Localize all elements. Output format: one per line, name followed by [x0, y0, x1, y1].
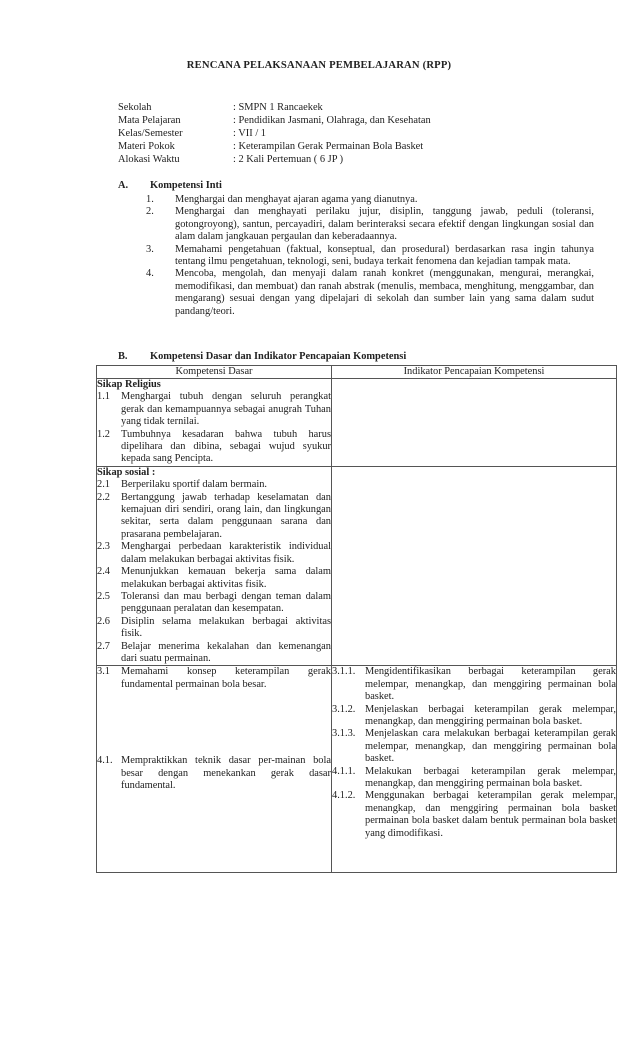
item-text: Mencoba, mengolah, dan menyaji dalam ranah konkret (menggunakan, mengurai, merangkai, memodifikasi, dan membuat) dan ranah abstrak (menulis, membaca, menghitung, menggambar, dan mengarang) sesuai dengan yang dipelajari di sekolah dan sumber lain yang sama dalam sudut pandang/teori. [175, 268, 594, 317]
info-row-class [118, 128, 431, 141]
info-row-topic [118, 141, 431, 154]
section-b-heading [118, 351, 406, 363]
item-number: 2.1 [97, 479, 110, 491]
item-text: Menghargai tubuh dengan seluruh perangkat gerak dan kemampuannya sebagai anugrah Tuhan yang tidak ternilai. [121, 391, 331, 428]
list-item [97, 641, 331, 666]
column-header-kd: Kompetensi Dasar [97, 366, 332, 379]
list-item [146, 194, 594, 206]
item-text: Menunjukkan kemauan bekerja sama dalam melakukan berbagai aktivitas fisik. [121, 566, 331, 590]
item-number: 2.4 [97, 566, 110, 578]
indicator-cell-empty [332, 379, 617, 467]
kd-cell-religious [97, 379, 332, 467]
table-row [97, 379, 617, 467]
list-item [332, 666, 616, 703]
core-competence-list [146, 194, 594, 318]
list-item [97, 492, 331, 542]
item-number: 2.3 [97, 541, 110, 553]
info-value: : 2 Kali Pertemuan ( 6 JP ) [233, 154, 344, 165]
item-number: 2. [146, 206, 154, 218]
info-value: : SMPN 1 Rancaekek [233, 102, 323, 113]
item-number: 1. [146, 194, 154, 205]
info-label: Mata Pelajaran [118, 115, 181, 126]
section-title: Kompetensi Inti [150, 180, 222, 191]
item-text: Menghargai perbedaan karakteristik individual dalam melakukan berbagai aktivitas fisik. [121, 541, 331, 565]
table-header-row [97, 366, 617, 379]
list-item [97, 755, 331, 792]
section-letter: B. [118, 351, 128, 362]
item-text: Menjelaskan berbagai keterampilan gerak melempar, menangkap, dan menggiring permainan bola basket. [365, 703, 616, 727]
item-number: 4. [146, 268, 154, 280]
kd-cell-social [97, 466, 332, 666]
section-title: Kompetensi Dasar dan Indikator Pencapaian Kompetensi [150, 351, 407, 362]
document-title: RENCANA PELAKSANAAN PEMBELAJARAN (RPP) [186, 60, 452, 71]
item-text: Disiplin selama melakukan berbagai aktivitas fisik. [121, 615, 331, 640]
kd-cell-knowledge-skill [97, 666, 332, 873]
item-text: Tumbuhnya kesadaran bahwa tubuh harus dipelihara dan dibina, sebagai wujud syukur kepada sang Pencipta. [121, 428, 331, 465]
info-row-time [118, 154, 431, 167]
list-item [332, 704, 616, 729]
identity-block [118, 102, 431, 167]
section-a-heading [118, 180, 222, 192]
info-label: Alokasi Waktu [118, 154, 180, 165]
list-item [97, 479, 331, 491]
list-item [146, 268, 594, 318]
item-number: 4.1. [97, 755, 113, 767]
item-number: 3.1.2. [332, 703, 356, 715]
group-title: Sikap Religius [97, 379, 161, 390]
item-number: 2.2 [97, 491, 110, 503]
item-text: Menjelaskan cara melakukan berbagai keterampilan gerak melempar, menangkap, dan menggiring permainan bola basket. [365, 728, 616, 765]
list-item [97, 566, 331, 591]
item-number: 3.1.3. [332, 728, 356, 740]
item-number: 1.2 [97, 428, 110, 440]
info-value: : Pendidikan Jasmani, Olahraga, dan Kesehatan [233, 115, 431, 126]
group-title: Sikap sosial : [97, 466, 156, 478]
list-item [97, 591, 331, 616]
info-row-school [118, 102, 431, 115]
item-number: 2.5 [97, 590, 110, 602]
item-text: Menggunakan berbagai keterampilan gerak melempar, menangkap, dan menggiring permainan bola basket permainan bola basket dalam bentuk permainan bola basket yang dimodifikasi. [365, 790, 616, 839]
column-header-indicator: Indikator Pencapaian Kompetensi [332, 366, 617, 379]
info-label: Sekolah [118, 102, 152, 113]
item-number: 4.1.1. [332, 765, 356, 777]
item-text: Memahami pengetahuan (faktual, konseptual, dan prosedural) berdasarkan rasa ingin tahunya tentang ilmu pengetahuan, teknologi, seni, budaya terkait fenomena dan kejadian tampak mata. [175, 243, 594, 268]
list-item [332, 766, 616, 791]
list-item [97, 541, 331, 566]
info-row-subject [118, 115, 431, 128]
list-item [332, 790, 616, 840]
item-text: Berperilaku sportif dalam bermain. [121, 479, 267, 491]
item-text: Belajar menerima kekalahan dan kemenangan dari suatu permainan. [121, 640, 331, 664]
info-label: Kelas/Semester [118, 128, 183, 139]
indicator-cell-empty [332, 466, 617, 666]
item-text: Toleransi dan mau berbagi dengan teman dalam penggunaan peralatan dan kesempatan. [121, 590, 331, 615]
list-item [97, 666, 331, 691]
item-text: Mengidentifikasikan berbagai keterampilan gerak melempar, menangkap, dan menggiring permainan bola basket. [365, 666, 616, 703]
list-item [146, 244, 594, 269]
info-value: : VII / 1 [233, 128, 266, 139]
item-text: Mempraktikkan teknik dasar per-mainan bola besar dengan menekankan gerak dasar fundamental. [121, 755, 331, 791]
item-number: 2.6 [97, 615, 110, 627]
item-number: 3.1.1. [332, 666, 356, 678]
list-item [97, 429, 331, 466]
info-label: Materi Pokok [118, 141, 175, 152]
info-value: : Keterampilan Gerak Permainan Bola Basket [233, 141, 424, 152]
item-number: 2.7 [97, 640, 110, 652]
item-number: 3. [146, 243, 154, 255]
list-item [97, 391, 331, 428]
item-text: Menghargai dan menghayati perilaku jujur, disiplin, tanggung jawab, peduli (toleransi, gotongroyong), santun, percayadiri, dalam berinteraksi secara efektif dengan lingkungan sosial dan alam dalam jangkauan pergaulan dan keberadaannya. [175, 206, 594, 243]
item-text: Memahami konsep keterampilan gerak fundamental permainan bola besar. [121, 666, 331, 690]
indicator-cell [332, 666, 617, 873]
item-number: 1.1 [97, 391, 110, 403]
section-letter: A. [118, 180, 129, 191]
item-number: 4.1.2. [332, 790, 356, 802]
table-row [97, 666, 617, 873]
table-row [97, 466, 617, 666]
item-text: Melakukan berbagai keterampilan gerak melempar, menangkap, dan menggiring permainan bola basket. [365, 765, 616, 789]
competence-table [96, 365, 617, 873]
list-item [97, 616, 331, 641]
list-item [146, 206, 594, 243]
item-number: 3.1 [97, 666, 110, 678]
item-text: Bertanggung jawab terhadap keselamatan dan kemajuan diri sendiri, orang lain, dan lingkungan sekitar, serta dalam penggunaan sarana dan prasarana pembelajaran. [121, 491, 331, 540]
item-text: Menghargai dan menghayat ajaran agama yang dianutnya. [175, 194, 418, 205]
list-item [332, 728, 616, 765]
